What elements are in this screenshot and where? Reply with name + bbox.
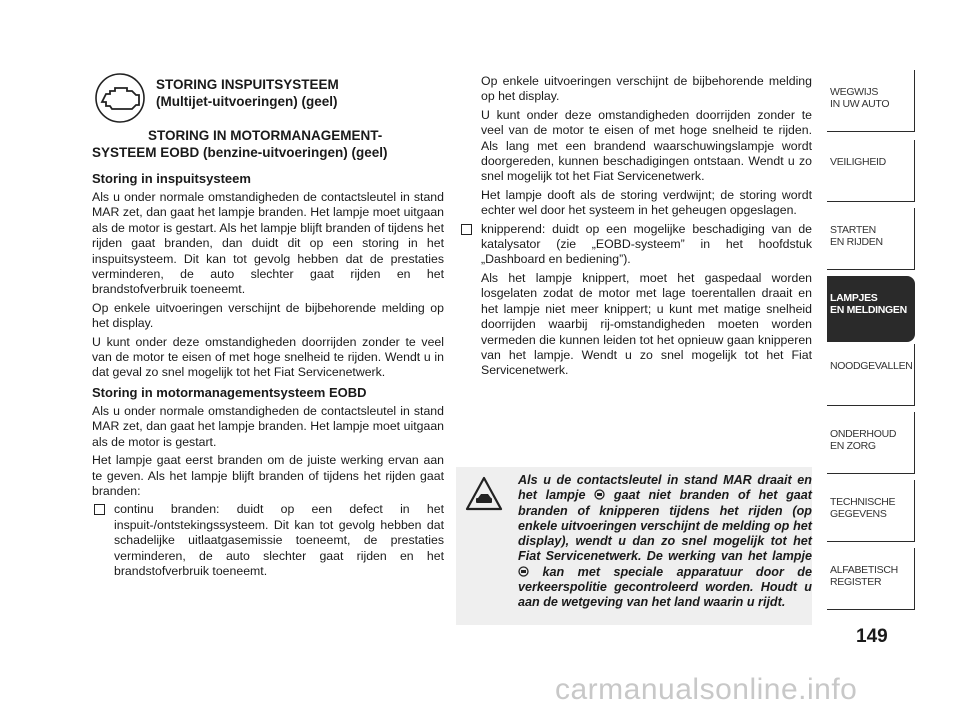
subheading-injection: Storing in inspuitsysteem [92,171,251,186]
warning-part3: kan met speciale apparatuur door de verkeerspolitie gecontroleerd worden. Houdt u aan de wetgeving van het land waarin u rijdt. [518,564,813,610]
tab-label: ONDERHOUD [830,428,897,440]
title-eobd-line2: SYSTEEM EOBD (benzine-uitvoeringen) (geel) [92,145,388,160]
tab-label: STARTEN [830,224,876,236]
tab-register[interactable] [827,548,915,610]
tab-label: VEILIGHEID [830,156,886,168]
checkbox-bullet-icon [461,224,472,235]
page-number: 149 [856,626,888,647]
tab-noodgevallen[interactable] [827,344,915,406]
title-injection-line1: STORING INSPUITSYSTEEM [156,77,339,92]
paragraph: Als het lampje knippert, moet het gaspedaal worden losgelaten zodat de motor met lage toerentallen draait en het lampje niet meer knippert; u kunt met matige snelheid doorrijden waarbij rij-omstandigheden moeten worden vermeden die kunnen leiden tot het opnieuw gaan knipperen van het lampje. Wendt u zo snel mogelijk tot het Fiat Servicenetwerk. [481,270,812,378]
tab-label: TECHNISCHE [830,496,896,508]
tab-label: ALFABETISCH [830,564,898,576]
tab-veiligheid[interactable] [827,140,915,202]
paragraph: Op enkele uitvoeringen verschijnt de bijbehorende melding op het display. [481,74,812,104]
tab-onderhoud[interactable] [827,412,915,474]
tab-lampjes[interactable] [827,276,915,342]
paragraph: Als u onder normale omstandigheden de contactsleutel in stand MAR zet, dan gaat het lampje branden. Het lampje moet uitgaan als de motor is gestart. Als het lampje blijft branden of tijdens het rijden gaat branden, dan duidt dit op een storing in het inspuitsysteem. Dit kan tot gevolg hebben dat de prestaties verminderen, de auto slechter gaat rijden en het brandstofverbruik toeneemt. [92,190,444,297]
tab-label: IN UW AUTO [830,98,890,110]
tab-label: EN MELDINGEN [830,304,907,316]
left-column [92,168,444,579]
paragraph: U kunt onder deze omstandigheden doorrijden zonder te veel van de motor te eisen of met hoge snelheid te rijden. Als lang met een brandend waarschuwingslampje wordt doorgereden, kunnen beschadigingen ontstaan. Wendt u zo snel mogelijk tot het Fiat Servicenetwerk. [481,107,812,184]
tab-label: REGISTER [830,576,882,588]
tab-label: GEGEVENS [830,508,887,520]
warning-text [466,473,812,611]
right-column [459,74,812,382]
paragraph: Het lampje dooft als de storing verdwijnt; de storing wordt echter wel door het systeem in het geheugen opgeslagen. [481,187,812,218]
bullet-blinking [459,222,812,268]
warning-part2: gaat niet branden of het gaat branden of knipperen tijdens het rijden (op enkele uitvoeringen verschijnt de melding op het display), wendt u dan zo snel mogelijk tot het Fiat Servicenetwerk. De werking van het lampje [518,488,812,564]
paragraph: Het lampje gaat eerst branden om de juiste werking ervan aan te geven. Als het lampje blijft branden of tijdens het rijden gaat branden: [92,453,444,498]
subheading-eobd: Storing in motormanagementsysteem EOBD [92,384,367,400]
tab-label: WEGWIJS [830,86,879,98]
tab-label: EN ZORG [830,440,876,452]
engine-warning-icon [94,72,146,124]
paragraph: Op enkele uitvoeringen verschijnt de bijbehorende melding op het display. [92,300,444,331]
tab-label: EN RIJDEN [830,236,883,248]
bullet-text: knipperend: duidt op een mogelijke beschadiging van de katalysator (zie „EOBD-systeem” in het hoofdstuk „Dashboard en bediening”). [481,221,812,267]
title-eobd-line1: STORING IN MOTORMANAGEMENT- [148,128,383,143]
tab-wegwijs[interactable] [827,70,915,132]
bullet-continuous [92,502,444,579]
title-injection-line2: (Multijet-uitvoeringen) (geel) [156,94,338,109]
checkbox-bullet-icon [94,504,105,515]
engine-lamp-icon [594,489,605,500]
paragraph: U kunt onder deze omstandigheden doorrijden zonder te veel van de motor te eisen of met hoge snelheid te rijden. Wendt u in dat geval zo snel mogelijk tot het Fiat Servicenetwerk. [92,334,444,380]
paragraph: Als u onder normale omstandigheden de contactsleutel in stand MAR zet, dan gaat het lampje branden. Het lampje moet uitgaan als de motor is gestart. [92,403,444,449]
warning-part1: Als u de contactsleutel in stand MAR draait en het lampje [518,473,812,503]
tab-label: NOODGEVALLEN [830,360,913,372]
engine-lamp-icon [518,566,529,577]
tab-technische[interactable] [827,480,915,542]
tab-starten[interactable] [827,208,915,270]
bullet-text: continu branden: duidt op een defect in het inspuit-/ontstekingssysteem. Dit kan tot gevolg hebben dat schadelijke uitlaatgasemissie toeneemt, de prestaties verminderen, de auto slechter gaat rijden en het brandstofverbruik toeneemt. [114,502,444,578]
watermark: carmanualsonline.info [555,673,858,706]
title-injection [156,76,339,110]
tab-label: LAMPJES [830,292,878,304]
title-eobd [92,127,444,161]
